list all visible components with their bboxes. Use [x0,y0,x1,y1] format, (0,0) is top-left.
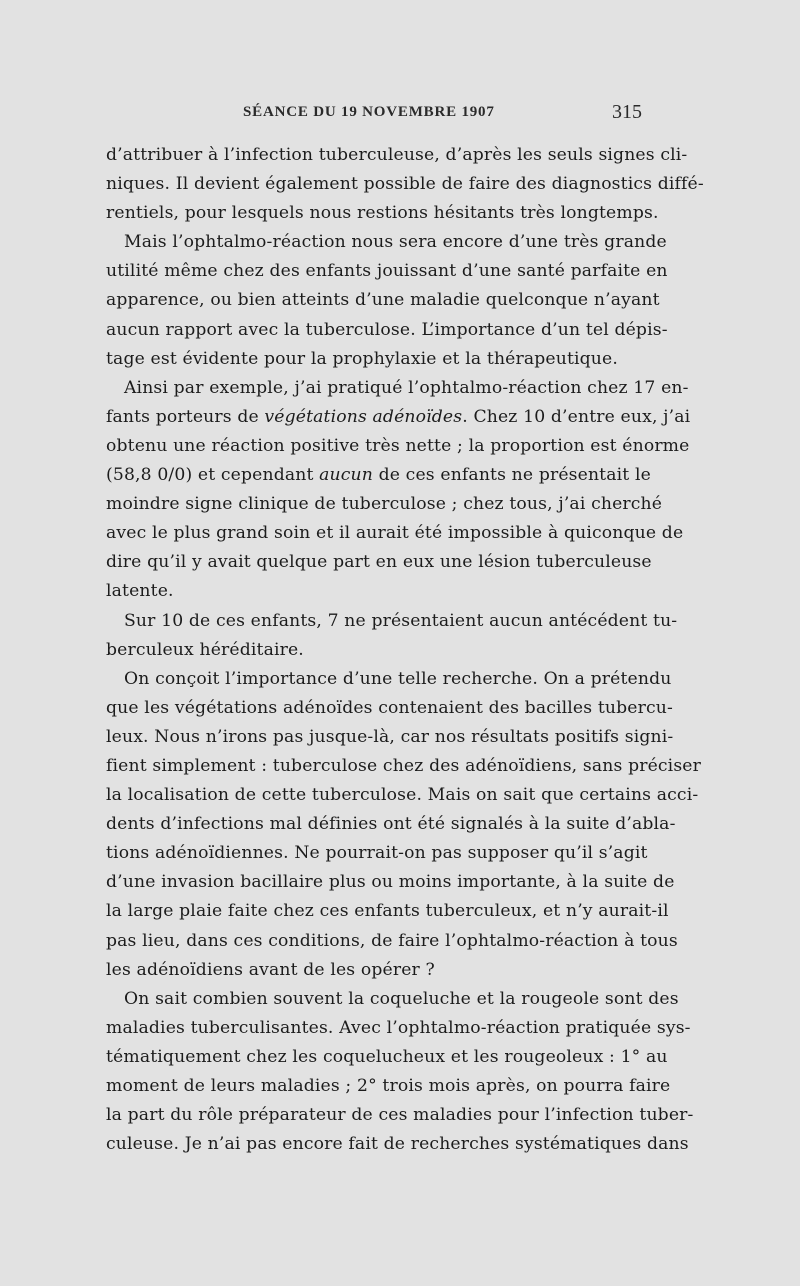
text-run: fants porteurs de [106,406,265,427]
text-line: utilité même chez des enfants jouissant d’une santé parfaite en [106,261,668,282]
text-line: leux. Nous n’irons pas jusque-là, car nos résultats positifs signi- [106,726,674,747]
text-line: aucun rapport avec la tuberculose. L’importance d’un tel dépis- [106,319,668,340]
text-line: avec le plus grand soin et il aurait été impossible à quiconque de [106,523,684,544]
text-line: la large plaie faite chez ces enfants tuberculeux, et n’y aurait-il [106,901,669,922]
text-line: obtenu une réaction positive très nette ; la proportion est énorme [106,435,690,456]
text-line: moindre signe clinique de tuberculose ; chez tous, j’ai cherché [106,494,663,515]
italic-term: végétations adénoïdes [264,406,463,427]
text-line: berculeux héréditaire. [106,639,304,660]
paragraph-start-line: On sait combien souvent la coqueluche et la rougeole sont des [124,988,679,1009]
text-run: de ces enfants ne présentait le [372,465,651,486]
text-line: tage est évidente pour la prophylaxie et la thérapeutique. [106,348,618,369]
text-run: (58,8 0/0) et cependant [106,465,320,486]
text-line: les adénoïdiens avant de les opérer ? [106,959,435,980]
text-line: que les végétations adénoïdes contenaient des bacilles tubercu- [106,697,673,718]
body-text [106,141,704,1159]
paragraph-start-line: On conçoit l’importance d’une telle recherche. On a prétendu [124,668,672,689]
text-line: niques. Il devient également possible de faire des diagnostics diffé- [106,174,704,195]
text-line: maladies tuberculisantes. Avec l’ophtalmo-réaction pratiquée sys- [106,1017,691,1038]
text-line: moment de leurs maladies ; 2° trois mois après, on pourra faire [106,1076,671,1096]
header-title: SÉANCE DU 19 NOVEMBRE 1907 [243,104,495,120]
text-line: tématiquement chez les coquelucheux et les rougeoleux : 1° au [106,1046,668,1067]
text-run: . Chez 10 d’entre eux, j’ai [462,406,691,427]
text-line: la localisation de cette tuberculose. Mais on sait que certains acci- [106,785,699,806]
text-line: fient simplement : tuberculose chez des adénoïdiens, sans préciser [106,755,701,776]
text-line [106,461,651,490]
text-line: d’attribuer à l’infection tuberculeuse, d’après les seuls signes cli- [106,145,688,165]
italic-term: aucun [319,465,373,486]
text-line: dents d’infections mal définies ont été signalés à la suite d’abla- [106,814,676,835]
paragraph-start-line: Mais l’ophtalmo-réaction nous sera encore d’une très grande [124,232,667,253]
text-line: rentiels, pour lesquels nous restions hésitants très longtemps. [106,203,659,224]
page-number: 315 [612,101,642,123]
text-line: dire qu’il y avait quelque part en eux une lésion tuberculeuse [106,552,652,573]
text-line: tions adénoïdiennes. Ne pourrait-on pas supposer qu’il s’agit [106,843,648,864]
text-line: pas lieu, dans ces conditions, de faire l’ophtalmo-réaction à tous [106,930,678,951]
paragraph-start-line: Ainsi par exemple, j’ai pratiqué l’ophtalmo-réaction chez 17 en- [124,377,689,398]
text-line: apparence, ou bien atteints d’une maladie quelconque n’ayant [106,290,660,311]
text-line: culeuse. Je n’ai pas encore fait de recherches systématiques dans [106,1134,689,1155]
text-line: la part du rôle préparateur de ces maladies pour l’infection tuber- [106,1105,694,1126]
text-line: latente. [106,581,174,602]
paragraph-start-line: Sur 10 de ces enfants, 7 ne présentaient aucun antécédent tu- [124,610,678,631]
text-line [106,403,691,432]
running-header [106,101,642,128]
text-line: d’une invasion bacillaire plus ou moins importante, à la suite de [106,872,675,893]
